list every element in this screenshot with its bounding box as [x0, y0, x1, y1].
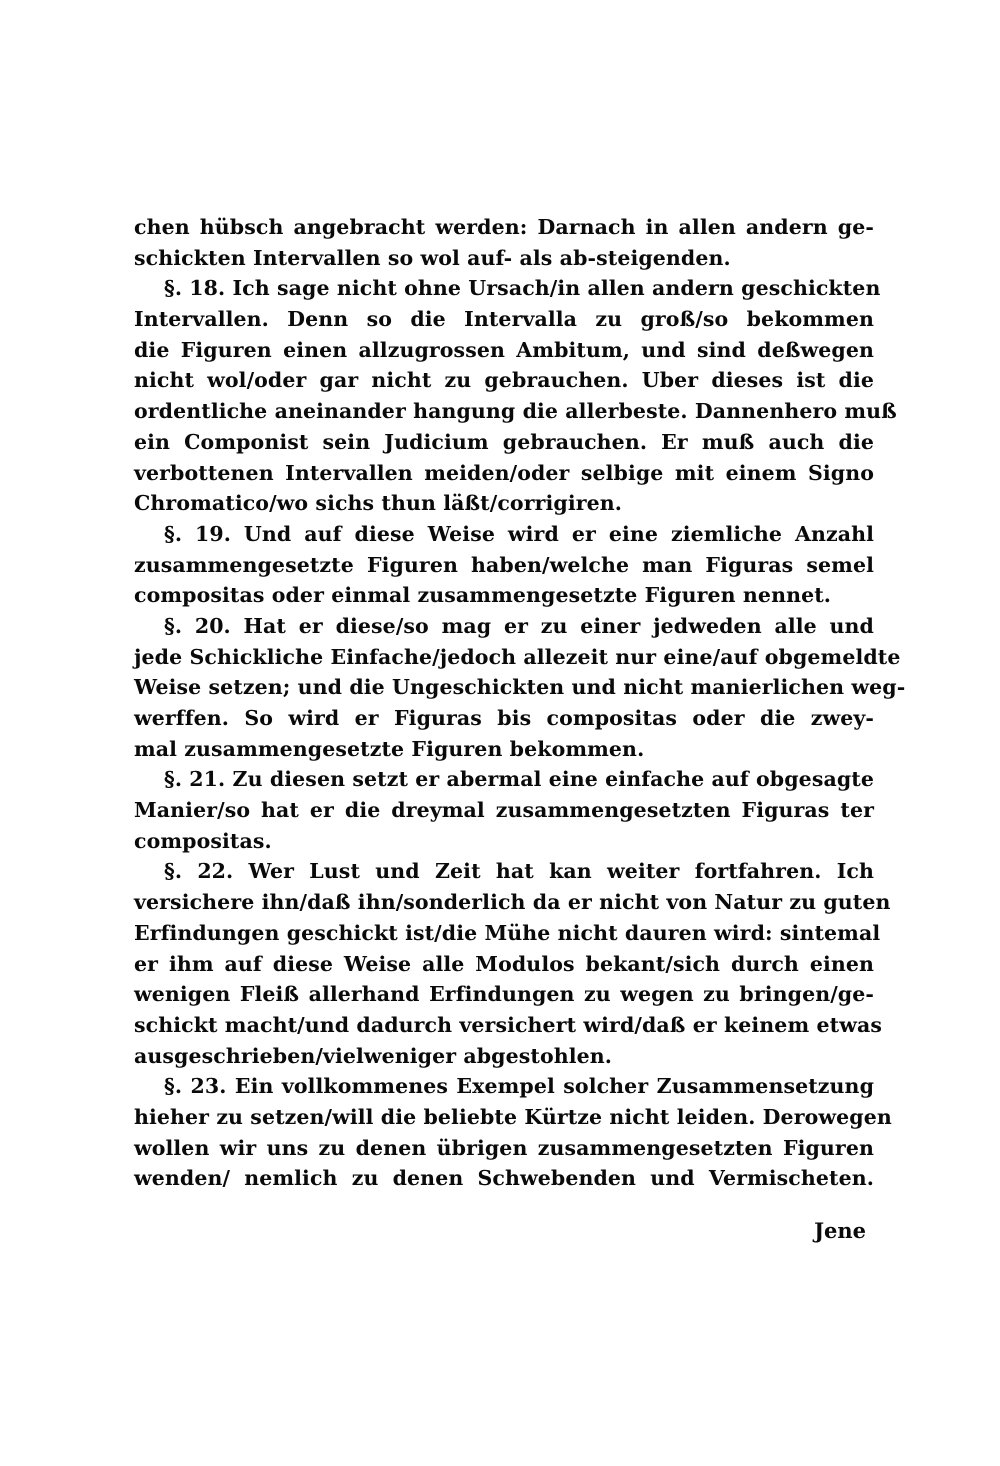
text-line: versichere ihn/daß ihn/sonderlich da er nicht von Natur zu guten [134, 890, 891, 915]
text-line: nicht wol/oder gar nicht zu gebrauchen. Uber dieses ist die [134, 368, 874, 393]
text-line: Erfindungen geschickt ist/die Mühe nicht dauren wird: sintemal [134, 920, 881, 945]
text-line: §. 22. Wer Lust und Zeit hat kan weiter fortfahren. Ich [164, 859, 874, 884]
text-line: compositas. [134, 828, 272, 853]
text-line: verbottenen Intervallen meiden/oder selbige mit einem Signo [134, 460, 874, 485]
text-line: Weise setzen; und die Ungeschickten und nicht manierlichen weg- [134, 675, 906, 700]
text-line: schickten Intervallen so wol auf- als ab-steigenden. [134, 245, 731, 270]
catchword: Jene [814, 1218, 866, 1243]
text-line: wenden/ nemlich zu denen Schwebenden und Vermischeten. [134, 1166, 874, 1191]
text-line: er ihm auf diese Weise alle Modulos bekant/sich durch einen [134, 951, 874, 976]
text-line: schickt macht/und dadurch versichert wird/daß er keinem etwas [134, 1012, 882, 1037]
text-line: jede Schickliche Einfache/jedoch allezeit nur eine/auf obgemeldte [134, 644, 901, 669]
text-line: ordentliche aneinander hangung die allerbeste. Dannenhero muß [134, 399, 897, 424]
text-line: §. 19. Und auf diese Weise wird er eine ziemliche Anzahl [164, 521, 874, 546]
page-text-block [134, 212, 906, 1194]
text-line: §. 21. Zu diesen setzt er abermal eine einfache auf obgesagte [164, 767, 874, 792]
text-line: chen hübsch angebracht werden: Darnach in allen andern ge- [134, 215, 874, 239]
text-line: §. 23. Ein vollkommenes Exempel solcher Zusammensetzung [164, 1074, 874, 1099]
text-line: §. 20. Hat er diese/so mag er zu einer jedweden alle und [164, 613, 874, 638]
text-line: compositas oder einmal zusammengesetzte Figuren nennet. [134, 583, 832, 608]
text-line: Intervallen. Denn so die Intervalla zu groß/so bekommen [134, 307, 874, 332]
text-line: mal zusammengesetzte Figuren bekommen. [134, 736, 645, 761]
text-line: die Figuren einen allzugrossen Ambitum, und sind deßwegen [134, 337, 874, 362]
text-line: ausgeschrieben/vielweniger abgestohlen. [134, 1043, 613, 1068]
text-line: werffen. So wird er Figuras bis compositas oder die zwey- [134, 706, 874, 730]
text-line: §. 18. Ich sage nicht ohne Ursach/in allen andern geschickten [164, 276, 881, 301]
text-line: zusammengesetzte Figuren haben/welche man Figuras semel [134, 552, 874, 577]
text-line: ein Componist sein Judicium gebrauchen. Er muß auch die [134, 429, 874, 454]
text-line: Manier/so hat er die dreymal zusammengesetzten Figuras ter [134, 798, 874, 823]
text-line: Chromatico/wo sichs thun läßt/corrigiren. [134, 491, 622, 516]
text-line: hieher zu setzen/will die beliebte Kürtze nicht leiden. Derowegen [134, 1104, 892, 1129]
text-line: wenigen Fleiß allerhand Erfindungen zu wegen zu bringen/ge- [134, 982, 874, 1007]
text-line: wollen wir uns zu denen übrigen zusammengesetzten Figuren [134, 1135, 874, 1160]
